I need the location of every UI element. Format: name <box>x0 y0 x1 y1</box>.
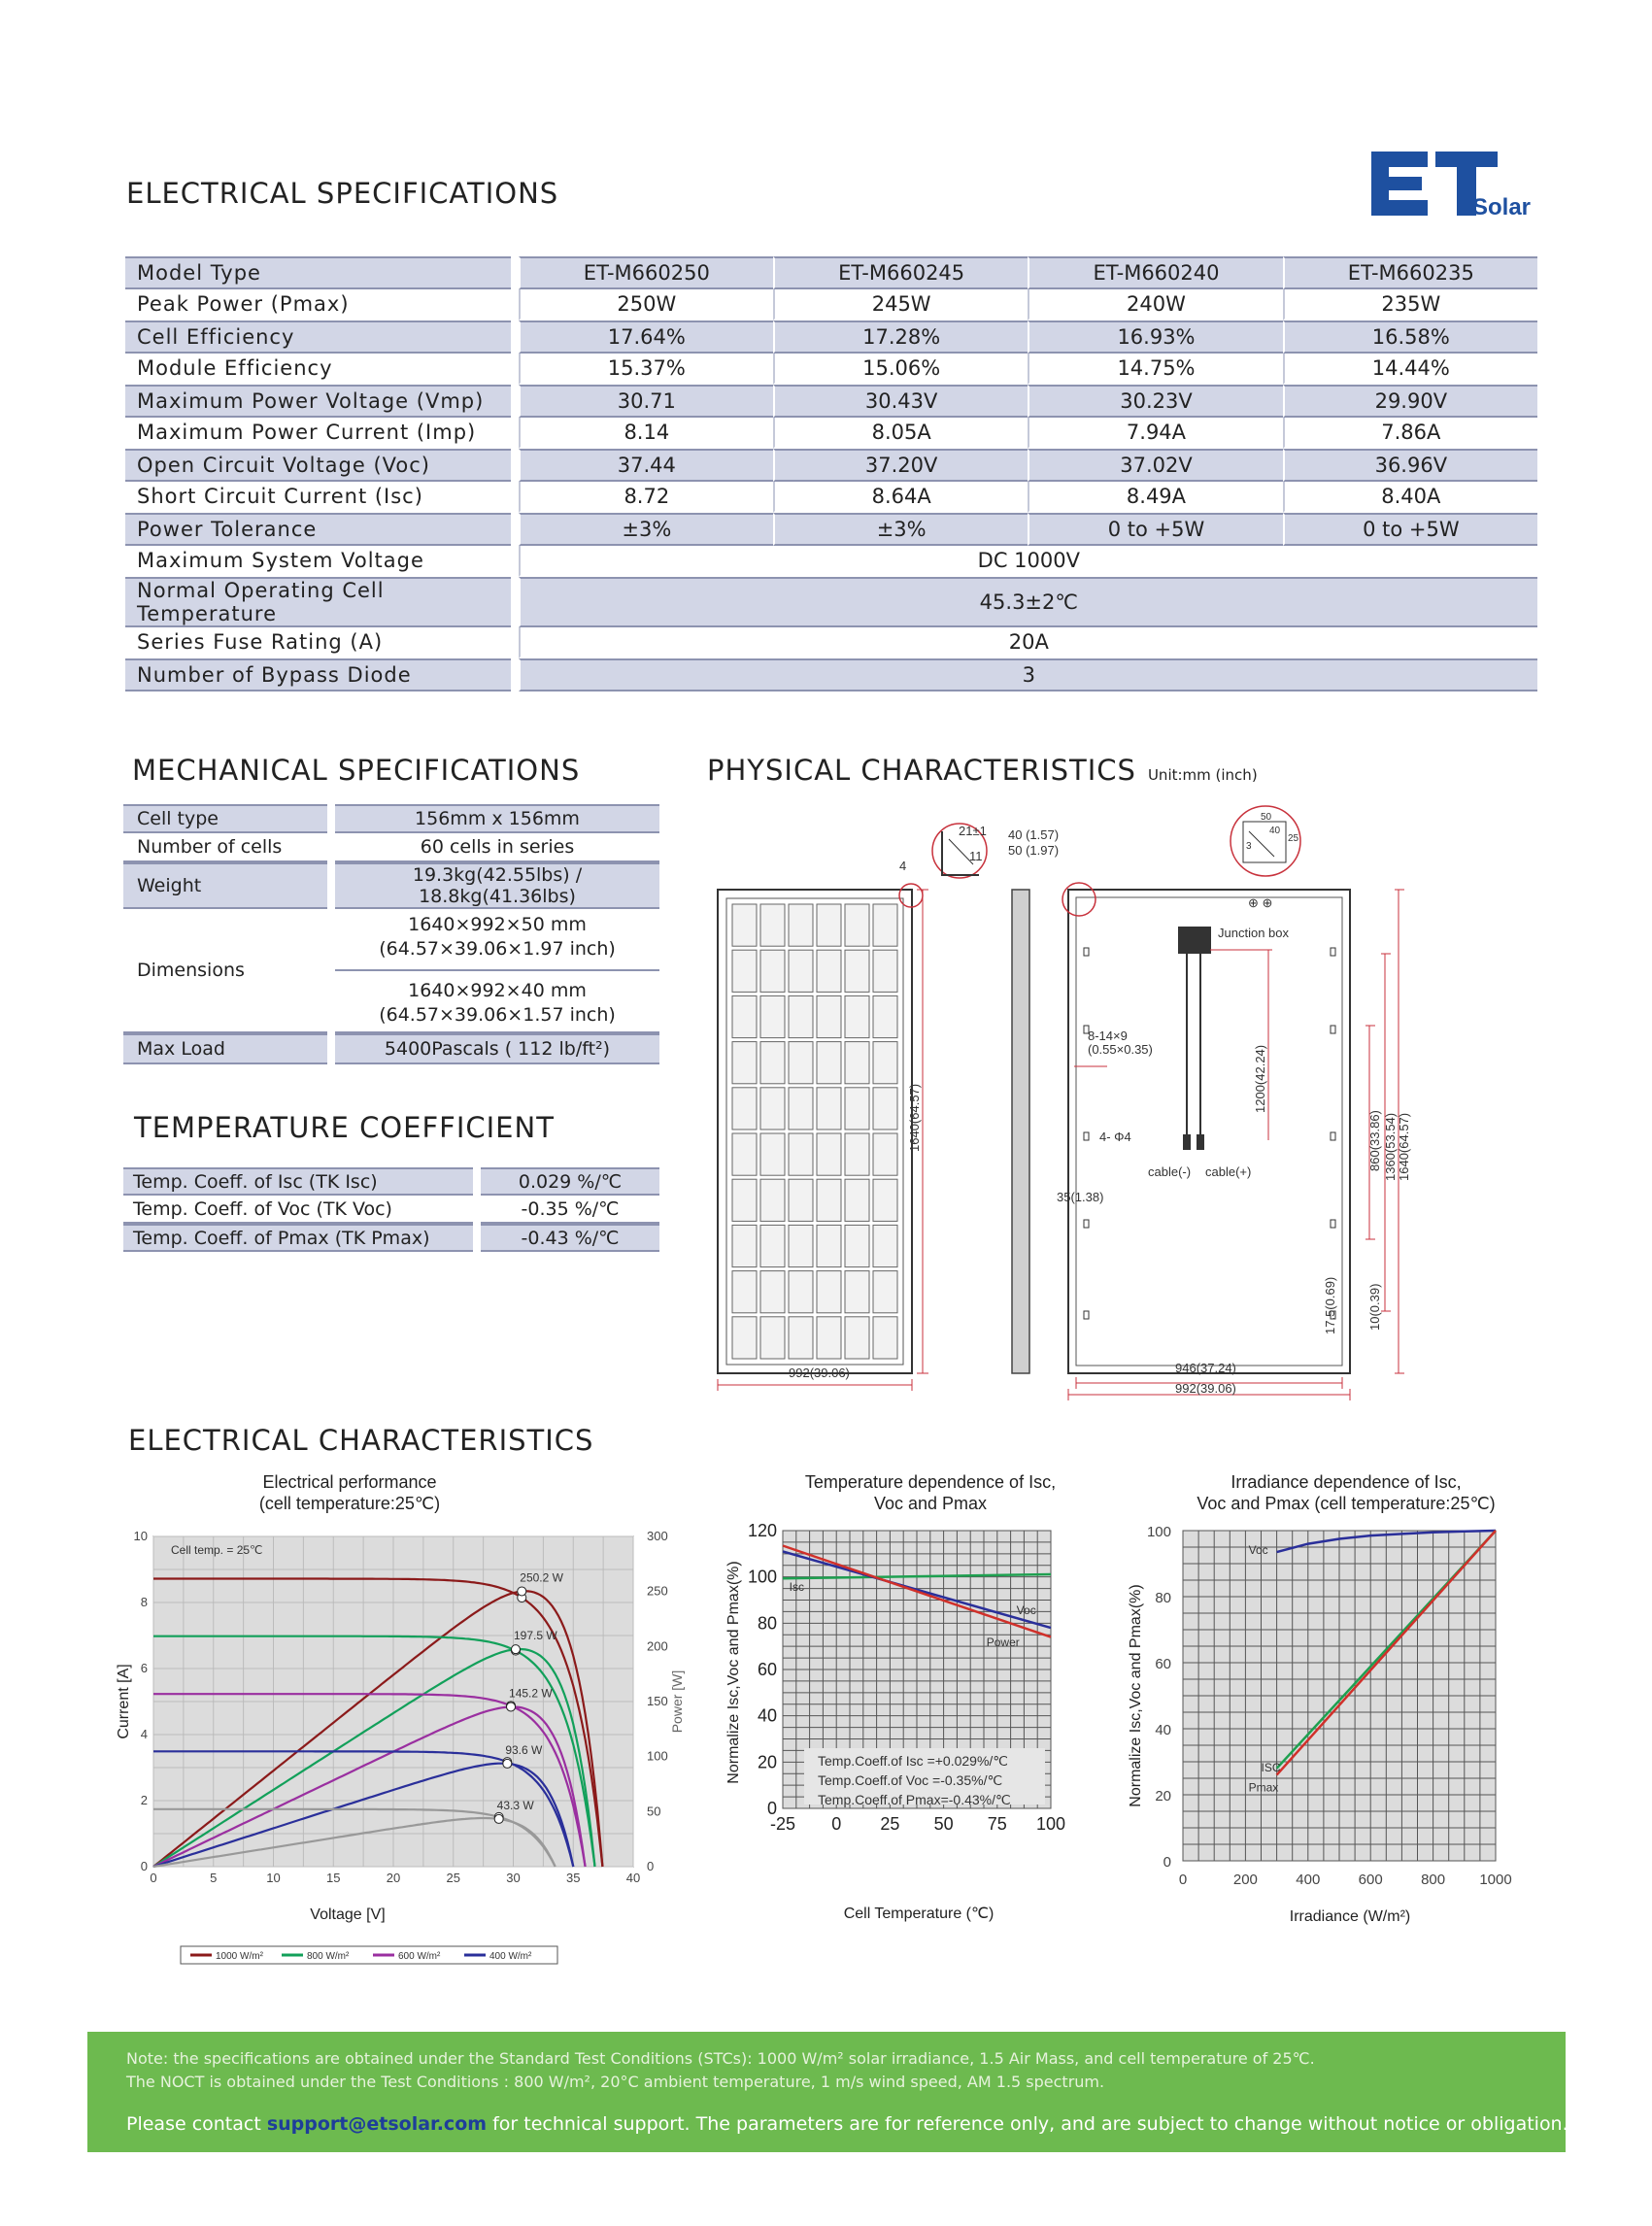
temp-xtick: -25 <box>769 1814 796 1834</box>
spec-label: Module Efficiency <box>125 354 511 385</box>
solar-cell <box>817 1271 841 1313</box>
hole-4: 4- Φ4 <box>1099 1130 1131 1144</box>
spec-value: 17.64% <box>519 320 773 354</box>
spec-value: 14.75% <box>1028 354 1282 385</box>
solar-cell <box>873 1271 897 1313</box>
detail-25: 25 <box>1288 833 1299 844</box>
spec-value: 3 <box>519 658 1537 691</box>
spec-value: DC 1000V <box>519 546 1537 577</box>
temp-coeff-label: Temp. Coeff. of Voc (TK Voc) <box>123 1196 473 1224</box>
solar-cell <box>732 950 757 992</box>
spec-value: 245W <box>773 289 1028 320</box>
spec-label: Maximum Power Voltage (Vmp) <box>125 385 511 418</box>
spec-row <box>125 418 1537 449</box>
temp-coeff-value: 0.029 %/℃ <box>481 1167 659 1196</box>
spec-value: 235W <box>1283 289 1537 320</box>
solar-cell <box>789 1271 813 1313</box>
spec-value: ±3% <box>773 513 1028 546</box>
irr-xlabel: Irradiance (W/m²) <box>1289 1908 1411 1925</box>
irr-label-pmax: Pmax <box>1248 1780 1279 1795</box>
spec-label: Number of Bypass Diode <box>125 658 511 691</box>
irradiance-chart <box>1117 1465 1564 1939</box>
spec-value: 30.43V <box>773 385 1028 418</box>
temp-xtick: 25 <box>880 1814 900 1834</box>
dim-50: 50 (1.97) <box>1008 843 1060 858</box>
model-2: ET-M660245 <box>773 256 1028 289</box>
solar-cell <box>732 1179 757 1221</box>
temperature-table <box>123 1167 659 1252</box>
iv-ytick: 8 <box>140 1595 148 1609</box>
irr-title-2: Voc and Pmax (cell temperature:25℃) <box>1197 1494 1496 1513</box>
irr-ytick: 100 <box>1146 1524 1171 1540</box>
physical-drawing <box>699 812 1573 1399</box>
iv-y2tick: 50 <box>647 1804 661 1819</box>
spec-value: 37.20V <box>773 449 1028 482</box>
iv-xtick: 20 <box>386 1871 401 1885</box>
solar-cell <box>845 1042 869 1084</box>
spec-value: 7.86A <box>1283 418 1537 449</box>
spec-label: Open Circuit Voltage (Voc) <box>125 449 511 482</box>
solar-cell <box>760 950 785 992</box>
contact-prefix: Please contact <box>126 2113 267 2135</box>
spec-value: 8.40A <box>1283 482 1537 513</box>
spec-value: 240W <box>1028 289 1282 320</box>
dim-height: 1640(64.57) <box>907 1083 922 1152</box>
solar-cell <box>789 1317 813 1359</box>
spec-label: Power Tolerance <box>125 513 511 546</box>
temp-label-power: Power <box>986 1636 1020 1650</box>
solar-cell <box>873 1133 897 1175</box>
iv-xtick: 25 <box>446 1871 460 1885</box>
solar-cell <box>732 1271 757 1313</box>
iv-xtick: 30 <box>506 1871 521 1885</box>
temperature-title: TEMPERATURE COEFFICIENT <box>134 1111 555 1144</box>
spec-value: 15.06% <box>773 354 1028 385</box>
solar-cell <box>845 1271 869 1313</box>
temp-title-1: Temperature dependence of Isc, <box>804 1472 1057 1492</box>
spec-value: 29.90V <box>1283 385 1537 418</box>
iv-ytick: 0 <box>140 1859 148 1873</box>
iv-power-label: 197.5 W <box>513 1629 557 1643</box>
spec-row <box>125 577 1537 627</box>
solar-cell <box>760 1179 785 1221</box>
temp-coeff-label: Temp. Coeff. of Isc (TK Isc) <box>123 1167 473 1196</box>
weight-label: Weight <box>123 862 327 909</box>
spec-label: Normal Operating Cell Temperature <box>125 577 511 627</box>
solar-cell <box>845 995 869 1037</box>
dim-1200: 1200(42.24) <box>1253 1044 1267 1113</box>
solar-cell <box>817 1317 841 1359</box>
spec-row <box>125 449 1537 482</box>
spec-value: 8.14 <box>519 418 773 449</box>
dimensions-value-2b: (64.57×39.06×1.57 inch) <box>379 1004 616 1026</box>
solar-cell <box>873 1179 897 1221</box>
iv-title-2: (cell temperature:25℃) <box>258 1494 441 1513</box>
irr-xtick: 1000 <box>1479 1872 1512 1888</box>
dimensions-label: Dimensions <box>123 909 327 1033</box>
mount-hole <box>1331 1132 1335 1140</box>
spec-row <box>125 658 1537 691</box>
iv-xlabel: Voltage [V] <box>310 1906 386 1923</box>
spec-value: 8.05A <box>773 418 1028 449</box>
mount-hole <box>1084 1220 1089 1228</box>
temp-ytick: 100 <box>747 1567 777 1587</box>
electrical-chars-title: ELECTRICAL CHARACTERISTICS <box>128 1424 594 1457</box>
solar-cell <box>760 1271 785 1313</box>
mount-hole <box>1331 948 1335 956</box>
cells-label: Number of cells <box>123 833 327 862</box>
iv-xtick: 35 <box>566 1871 581 1885</box>
max-load-label: Max Load <box>123 1033 327 1064</box>
irr-title-1: Irradiance dependence of Isc, <box>1231 1472 1462 1492</box>
solar-cell <box>789 1042 813 1084</box>
spec-value: 8.64A <box>773 482 1028 513</box>
iv-xtick: 15 <box>326 1871 341 1885</box>
solar-cell <box>760 995 785 1037</box>
cells-value: 60 cells in series <box>335 833 659 862</box>
iv-power-label: 43.3 W <box>496 1798 534 1812</box>
dim-21: 21±1 <box>959 824 987 838</box>
solar-cell <box>760 1042 785 1084</box>
cell-type-value: 156mm x 156mm <box>335 804 659 833</box>
mount-hole <box>1084 1311 1089 1319</box>
temp-coeff-value: -0.35 %/℃ <box>481 1196 659 1224</box>
iv-y2tick: 300 <box>647 1529 668 1543</box>
solar-cell <box>760 1317 785 1359</box>
iv-pmax-marker <box>494 1814 503 1823</box>
spec-row <box>125 320 1537 354</box>
cable-minus: cable(-) <box>1148 1164 1192 1179</box>
solar-cell <box>789 950 813 992</box>
solar-cell <box>817 950 841 992</box>
iv-legend-label: 400 W/m² <box>489 1951 532 1962</box>
irr-ytick: 40 <box>1155 1722 1171 1738</box>
temp-ytick: 120 <box>747 1521 777 1540</box>
spec-value: 30.71 <box>519 385 773 418</box>
electrical-spec-table <box>125 256 1537 691</box>
solar-cell <box>817 1042 841 1084</box>
temp-xlabel: Cell Temperature (℃) <box>843 1906 995 1922</box>
hole-8-14: 8-14×9 <box>1088 1029 1128 1043</box>
solar-cell <box>845 1179 869 1221</box>
irr-xtick: 600 <box>1358 1872 1383 1888</box>
iv-legend-label: 600 W/m² <box>398 1951 441 1962</box>
temp-xtick: 75 <box>987 1814 1007 1834</box>
model-4: ET-M660235 <box>1283 256 1537 289</box>
temp-label-isc: Isc <box>789 1579 804 1594</box>
iv-pmax-marker <box>511 1645 520 1654</box>
spec-value: 8.72 <box>519 482 773 513</box>
irr-ylabel: Normalize Isc,Voc and Pmax(%) <box>1128 1584 1144 1807</box>
solar-cell <box>817 1088 841 1130</box>
model-row <box>125 256 1537 289</box>
temp-ytick: 60 <box>757 1660 777 1679</box>
spec-row <box>125 482 1537 513</box>
temp-ylabel: Normalize Isc,Voc and Pmax(%) <box>725 1561 742 1784</box>
mechanical-table <box>123 804 659 1064</box>
dim-1360: 1360(53.54) <box>1383 1112 1398 1181</box>
spec-label: Short Circuit Current (Isc) <box>125 482 511 513</box>
spec-value: 0 to +5W <box>1028 513 1282 546</box>
spec-value: ±3% <box>519 513 773 546</box>
panel-cell-grid <box>732 904 897 1359</box>
iv-pmax-marker <box>507 1703 516 1711</box>
cable-plus: cable(+) <box>1205 1164 1252 1179</box>
temp-label-voc: Voc <box>1016 1602 1036 1617</box>
iv-ytick: 6 <box>140 1661 148 1675</box>
iv-legend-label: 1000 W/m² <box>216 1951 263 1962</box>
support-email-link[interactable]: support@etsolar.com <box>266 2113 488 2135</box>
solar-cell <box>817 904 841 946</box>
iv-xtick: 40 <box>625 1871 641 1885</box>
physical-title <box>707 754 1258 787</box>
dim-width: 992(39.06) <box>789 1366 850 1380</box>
spec-value: 15.37% <box>519 354 773 385</box>
dim-35: 35(1.38) <box>1057 1190 1104 1204</box>
solar-cell <box>873 950 897 992</box>
solar-cell <box>817 995 841 1037</box>
irr-xtick: 200 <box>1232 1872 1258 1888</box>
iv-xtick: 10 <box>266 1871 281 1885</box>
temp-xtick: 100 <box>1035 1814 1066 1834</box>
dim-17-5: 17.5(0.69) <box>1323 1276 1337 1334</box>
iv-y2tick: 0 <box>647 1859 655 1873</box>
spec-value: 250W <box>519 289 773 320</box>
detail-40: 40 <box>1269 826 1281 836</box>
iv-legend-label: 800 W/m² <box>307 1951 350 1962</box>
solar-cell <box>732 1088 757 1130</box>
electrical-specs-title: ELECTRICAL SPECIFICATIONS <box>126 177 559 210</box>
spec-label: Maximum System Voltage <box>125 546 511 577</box>
dim-4: 4 <box>899 859 907 873</box>
solar-cell <box>789 1088 813 1130</box>
dimensions-value-2a: 1640×992×40 mm <box>408 980 587 1001</box>
temp-xtick: 50 <box>933 1814 954 1834</box>
iv-power-label: 93.6 W <box>505 1742 543 1757</box>
iv-xtick: 0 <box>150 1871 157 1885</box>
irr-ytick: 80 <box>1155 1590 1171 1606</box>
cell-type-label: Cell type <box>123 804 327 833</box>
solar-cell <box>873 1088 897 1130</box>
mechanical-title: MECHANICAL SPECIFICATIONS <box>132 754 581 787</box>
irr-xtick: 0 <box>1178 1872 1188 1888</box>
weight-value: 19.3kg(42.55lbs) / 18.8kg(41.36lbs) <box>335 862 659 909</box>
solar-cell <box>732 995 757 1037</box>
solar-cell <box>817 1225 841 1266</box>
solar-cell <box>789 995 813 1037</box>
iv-power-label: 145.2 W <box>509 1686 553 1701</box>
mount-hole <box>1084 1132 1089 1140</box>
irr-ytick: 20 <box>1155 1788 1171 1804</box>
irr-ytick: 0 <box>1163 1854 1171 1871</box>
junction-box-label: Junction box <box>1218 926 1289 940</box>
temp-note-2: Temp.Coeff.of Voc =-0.35%/℃ <box>818 1772 1003 1788</box>
note-bar <box>87 2032 1566 2152</box>
temp-ytick: 80 <box>757 1613 777 1634</box>
iv-pmax-marker <box>518 1587 526 1596</box>
physical-unit: Unit:mm (inch) <box>1147 766 1258 784</box>
dim-860: 860(33.86) <box>1367 1110 1382 1171</box>
temp-coeff-value: -0.43 %/℃ <box>481 1224 659 1252</box>
irr-ytick: 60 <box>1155 1656 1171 1672</box>
model-3: ET-M660240 <box>1028 256 1282 289</box>
solar-cell <box>873 1225 897 1266</box>
spec-value: 0 to +5W <box>1283 513 1537 546</box>
max-load-value: 5400Pascals ( 112 lb/ft²) <box>335 1033 659 1064</box>
solar-cell <box>873 1042 897 1084</box>
solar-cell <box>845 950 869 992</box>
solar-cell <box>845 1088 869 1130</box>
spec-value: 17.28% <box>773 320 1028 354</box>
temp-note-1: Temp.Coeff.of Isc =+0.029%/℃ <box>818 1753 1009 1769</box>
solar-cell <box>732 1225 757 1266</box>
solar-cell <box>817 1179 841 1221</box>
iv-pmax-marker <box>503 1759 512 1768</box>
temp-coeff-label: Temp. Coeff. of Pmax (TK Pmax) <box>123 1224 473 1252</box>
spec-value: 30.23V <box>1028 385 1282 418</box>
solar-cell <box>873 1317 897 1359</box>
spec-label: Series Fuse Rating (A) <box>125 627 511 658</box>
dimensions-value-1b: (64.57×39.06×1.97 inch) <box>379 938 616 960</box>
dim-11: 11 <box>969 849 983 863</box>
iv-xtick: 5 <box>210 1871 218 1885</box>
temp-ytick: 0 <box>766 1799 777 1818</box>
model-type-label: Model Type <box>125 256 511 289</box>
spec-value: 37.44 <box>519 449 773 482</box>
solar-cell <box>789 1133 813 1175</box>
hole-8-14b: (0.55×0.35) <box>1088 1042 1153 1057</box>
dimensions-value-1a: 1640×992×50 mm <box>408 914 587 935</box>
iv-annotation: Cell temp. = 25℃ <box>171 1543 263 1557</box>
iv-y2tick: 250 <box>647 1583 668 1599</box>
solar-cell <box>845 1225 869 1266</box>
panel-side-view <box>1012 890 1029 1373</box>
note-line-2: The NOCT is obtained under the Test Conditions : 800 W/m², 20°C ambient temperature, 1 m/s wind speed, AM 1.5 spectrum. <box>126 2073 1105 2091</box>
solar-cell <box>732 1133 757 1175</box>
iv-y2tick: 100 <box>647 1748 668 1764</box>
spec-label: Cell Efficiency <box>125 320 511 354</box>
iv-title-1: Electrical performance <box>262 1472 437 1492</box>
iv-ytick: 4 <box>140 1727 148 1741</box>
dim-992b: 992(39.06) <box>1175 1381 1236 1396</box>
solar-cell <box>760 1225 785 1266</box>
iv-ylabel: Current [A] <box>116 1664 132 1739</box>
iv-y2tick: 200 <box>647 1638 668 1654</box>
iv-chart <box>97 1465 685 1983</box>
solar-cell <box>845 1133 869 1175</box>
temp-xtick: 0 <box>831 1814 842 1834</box>
spec-value: 14.44% <box>1283 354 1537 385</box>
spec-row <box>125 289 1537 320</box>
spec-value: 37.02V <box>1028 449 1282 482</box>
solar-cell <box>845 904 869 946</box>
solar-cell <box>760 1133 785 1175</box>
mount-hole <box>1084 948 1089 956</box>
spec-row <box>125 627 1537 658</box>
spec-row <box>125 354 1537 385</box>
mount-hole <box>1331 1220 1335 1228</box>
solar-cell <box>732 1317 757 1359</box>
model-1: ET-M660250 <box>519 256 773 289</box>
detail-50: 50 <box>1261 812 1272 823</box>
spec-value: 16.93% <box>1028 320 1282 354</box>
spec-value: 7.94A <box>1028 418 1282 449</box>
contact-suffix: for technical support. The parameters are for reference only, and are subject to change without notice or obligation. <box>487 2113 1568 2135</box>
solar-cell <box>873 904 897 946</box>
spec-value: 8.49A <box>1028 482 1282 513</box>
temp-title-2: Voc and Pmax <box>873 1494 988 1513</box>
temp-chart <box>709 1465 1097 1935</box>
dim-40: 40 (1.57) <box>1008 827 1060 842</box>
spec-value: 16.58% <box>1283 320 1537 354</box>
spec-label: Peak Power (Pmax) <box>125 289 511 320</box>
irr-xtick: 400 <box>1296 1872 1321 1888</box>
logo-sub-text: Solar <box>1472 194 1532 220</box>
spec-value: 36.96V <box>1283 449 1537 482</box>
temp-ytick: 20 <box>757 1752 777 1772</box>
junction-box <box>1178 927 1211 954</box>
temp-note-3: Temp.Coeff.of Pmax=-0.43%/℃ <box>818 1792 1011 1807</box>
solar-cell <box>789 904 813 946</box>
solar-cell <box>817 1133 841 1175</box>
dim-10: 10(0.39) <box>1367 1283 1382 1331</box>
solar-cell <box>845 1317 869 1359</box>
solar-cell <box>789 1179 813 1221</box>
dim-946: 946(37.24) <box>1175 1361 1236 1375</box>
solar-cell <box>760 904 785 946</box>
temp-ytick: 40 <box>757 1705 777 1726</box>
mount-hole <box>1331 1026 1335 1033</box>
iv-y2tick: 150 <box>647 1694 668 1708</box>
iv-ytick: 10 <box>133 1529 148 1543</box>
spec-row <box>125 385 1537 418</box>
spec-value: 20A <box>519 627 1537 658</box>
iv-power-label: 250.2 W <box>520 1570 563 1585</box>
spec-row <box>125 513 1537 546</box>
spec-value: 45.3±2℃ <box>519 577 1537 627</box>
iv-ytick: 2 <box>140 1793 148 1807</box>
spec-row <box>125 546 1537 577</box>
detail-3: 3 <box>1246 841 1252 852</box>
solar-cell <box>789 1225 813 1266</box>
physical-title-text: PHYSICAL CHARACTERISTICS <box>707 754 1136 787</box>
dim-1640b: 1640(64.57) <box>1397 1112 1411 1181</box>
et-solar-logo <box>1364 146 1540 223</box>
note-line-1: Note: the specifications are obtained under the Standard Test Conditions (STCs): 1000 W/m² solar irradiance, 1.5 Air Mass, and cell temperature of 25℃. <box>126 2049 1315 2068</box>
solar-cell <box>732 1042 757 1084</box>
solar-cell <box>760 1088 785 1130</box>
irr-label-isc: ISC <box>1261 1761 1281 1775</box>
solar-cell <box>732 904 757 946</box>
note-contact <box>126 2113 1568 2135</box>
spec-label: Maximum Power Current (Imp) <box>125 418 511 449</box>
irr-label-voc: Voc <box>1248 1542 1268 1557</box>
irr-xtick: 800 <box>1421 1872 1446 1888</box>
iv-y2label: Power [W] <box>669 1670 685 1734</box>
ground-holes: ⊕ ⊕ <box>1248 895 1273 910</box>
solar-cell <box>873 995 897 1037</box>
